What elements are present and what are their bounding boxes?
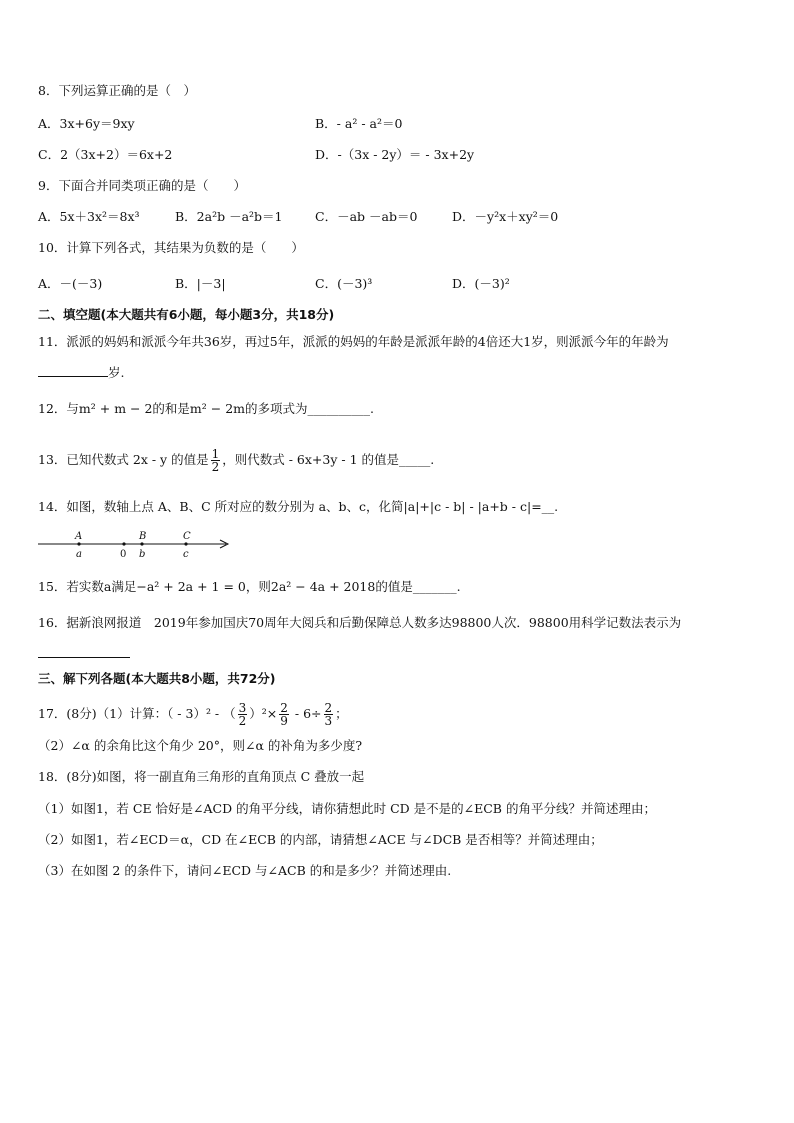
q17-f3-den: 3	[324, 714, 333, 728]
point-c-dot	[184, 542, 187, 545]
q9-option-d: D．－y²x＋xy²＝0	[452, 209, 559, 224]
q13-fraction	[211, 448, 221, 473]
q17-mid: ）²×	[249, 706, 278, 721]
q17-f2-den: 9	[280, 714, 288, 728]
label-B: B	[139, 531, 147, 542]
q17-mid2: - 6÷	[290, 706, 322, 721]
origin-dot	[122, 542, 125, 545]
label-a: a	[76, 549, 82, 560]
q9-option-b: B．2a²b －a²b＝1	[175, 209, 283, 224]
q16-line1: 16．据新浪网报道 2019年参加国庆70周年大阅兵和后勤保障总人数多达98800人次．98800用科学记数法表示为	[38, 615, 682, 630]
q9-option-a: A．5x＋3x²＝8x³	[38, 209, 140, 224]
q10-option-b: B．|－3|	[175, 276, 226, 291]
q18-part1: （1）如图1，若 CE 恰好是∠ACD 的角平分线，请你猜想此时 CD 是不是的∠ECB 的角平分线？并简述理由；	[38, 801, 656, 816]
label-c: c	[183, 549, 189, 560]
q11-line2	[38, 364, 124, 382]
label-A: A	[75, 531, 83, 542]
q10-option-a: A．－(－3)	[38, 276, 103, 291]
point-a-dot	[77, 542, 80, 545]
q17-fraction-1	[238, 702, 248, 727]
q17-f2-num: 2	[280, 701, 288, 715]
section-2-heading: 二、填空题(本大题共有6小题，每小题3分，共18分)	[38, 307, 335, 322]
q8-option-a: A．3x+6y＝9xy	[38, 116, 135, 131]
q9-option-c: C．－ab －ab＝0	[315, 209, 418, 224]
q17-fraction-3	[324, 702, 334, 727]
q14-text: 14．如图，数轴上点 A、B、C 所对应的数分别为 a、b、c，化简|a|+|c - b| - |a+b - c|=__.	[38, 499, 559, 514]
q13-frac-den: 2	[211, 460, 220, 474]
q13-frac-num: 1	[211, 447, 220, 461]
label-zero: 0	[120, 549, 127, 560]
point-b-dot	[140, 542, 143, 545]
q8-option-d: D．-（3x - 2y）＝ - 3x+2y	[315, 147, 475, 162]
q17-fraction-2	[279, 702, 289, 727]
q10-option-d: D．(－3)²	[452, 276, 510, 291]
q16-answer-blank[interactable]	[38, 645, 130, 658]
q17-part1	[38, 702, 348, 727]
q13-prefix: 13．已知代数式 2x - y 的值是	[38, 452, 209, 467]
q12-text: 12．与m² + m − 2的和是m² − 2m的多项式为__________.	[38, 401, 374, 416]
q18-part2: （2）如图1，若∠ECD＝α，CD 在∠ECB 的内部，请猜想∠ACE 与∠DCB 是否相等？并简述理由；	[38, 832, 603, 847]
q15-text: 15．若实数a满足−a² + 2a + 1 = 0，则2a² − 4a + 2018的值是_______.	[38, 579, 461, 594]
label-C: C	[183, 531, 191, 542]
q13-suffix: ，则代数式 - 6x+3y - 1 的值是_____.	[222, 452, 435, 467]
q8-stem: 8．下列运算正确的是（ ）	[38, 83, 196, 98]
q11-line1: 11．派派的妈妈和派派今年共36岁，再过5年，派派的妈妈的年龄是派派年龄的4倍还大1岁，则派派今年的年龄为	[38, 334, 669, 349]
q17-suffix: ；	[335, 706, 348, 721]
number-line-figure	[36, 528, 236, 562]
section-3-heading: 三、解下列各题(本大题共8小题，共72分)	[38, 671, 276, 686]
q11-answer-blank[interactable]	[38, 364, 108, 377]
q9-stem: 9．下面合并同类项正确的是（ ）	[38, 178, 246, 193]
q17-f1-den: 2	[238, 714, 247, 728]
q11-suffix: 岁.	[108, 365, 125, 380]
q8-option-c: C．2（3x+2）＝6x+2	[38, 147, 173, 162]
q10-option-c: C．(－3)³	[315, 276, 373, 291]
q17-f3-num: 2	[324, 701, 333, 715]
q13-line	[38, 448, 434, 473]
q18-stem: 18．(8分)如图，将一副直角三角形的直角顶点 C 叠放一起	[38, 769, 365, 784]
q16-line2	[38, 645, 130, 663]
label-b: b	[139, 549, 146, 560]
q17-f1-num: 3	[238, 701, 247, 715]
q17-prefix: 17．(8分)（1）计算：（ - 3）² - （	[38, 706, 236, 721]
q17-part2: （2）∠α 的余角比这个角少 20°，则∠α 的补角为多少度?	[38, 738, 363, 753]
q18-part3: （3）在如图 2 的条件下，请问∠ECD 与∠ACB 的和是多少？并简述理由.	[38, 863, 452, 878]
q8-option-b: B．- a² - a²＝0	[315, 116, 403, 131]
q10-stem: 10．计算下列各式，其结果为负数的是（ ）	[38, 240, 304, 255]
